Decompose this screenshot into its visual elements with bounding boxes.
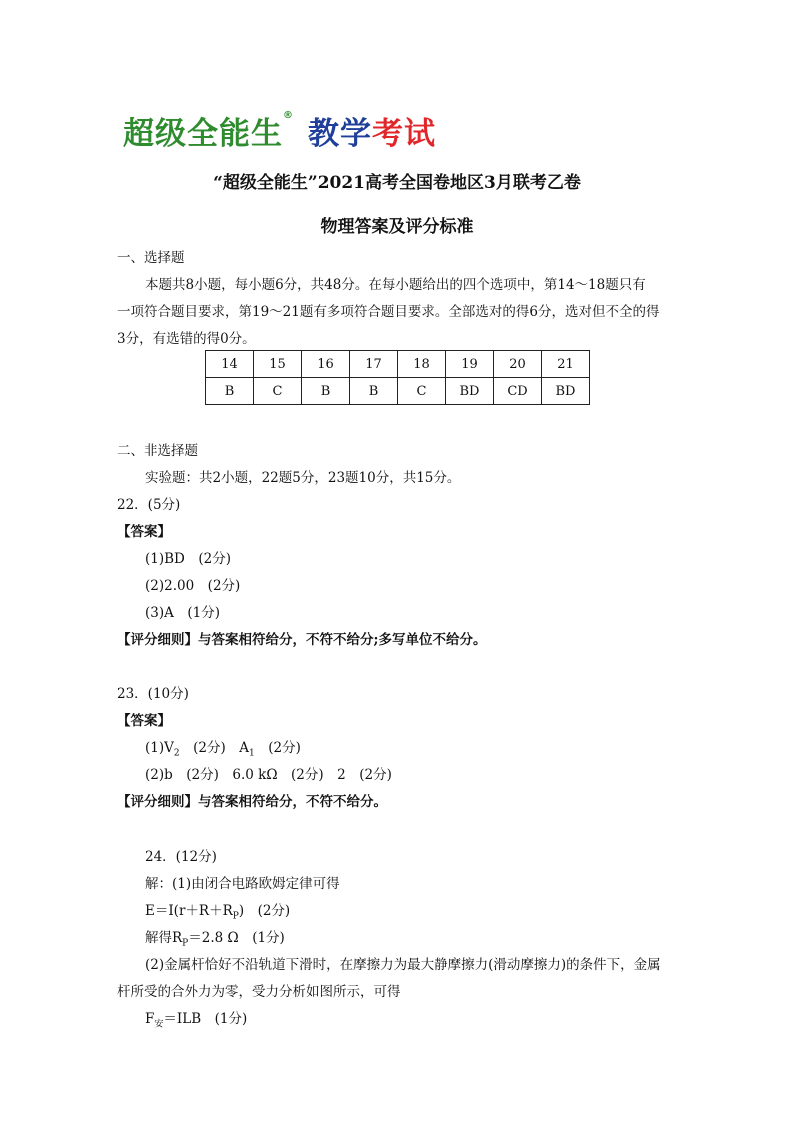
table-cell: C	[254, 378, 302, 405]
q22-answer-line3: (3)A (1分)	[145, 605, 220, 621]
table-cell: 17	[350, 351, 398, 378]
text-segment: (2分) A	[179, 740, 249, 756]
logo-text-exam: 考试	[372, 116, 436, 152]
table-cell: 14	[206, 351, 254, 378]
text-segment: ＝2.8 Ω (1分)	[188, 930, 285, 946]
subscript: 1	[248, 748, 255, 759]
table-cell: 20	[494, 351, 542, 378]
section1-heading: 一、选择题	[117, 250, 185, 266]
text-segment: E＝I(r＋R＋R	[145, 903, 233, 919]
table-cell: 21	[542, 351, 590, 378]
text-segment: ＝ILB (1分)	[163, 1011, 248, 1027]
text-segment: (2分)	[254, 740, 301, 756]
q23-answer-line2: (2)b (2分) 6.0 kΩ (2分) 2 (2分)	[145, 767, 392, 783]
subscript: 安	[154, 1019, 164, 1030]
brand-logo	[123, 108, 436, 153]
q22-header: 22．(5分)	[117, 497, 181, 513]
text-segment: F	[145, 1011, 155, 1027]
subscript: P	[182, 938, 189, 949]
section2-heading: 二、非选择题	[117, 443, 198, 459]
section1-intro-line2: 一项符合题目要求，第19～21题有多项符合题目要求。全部选对的得6分，选对但不全的得	[117, 304, 660, 320]
logo-text-teaching: 教学	[308, 116, 372, 152]
logo-text-brand: 超级全能生	[123, 116, 283, 152]
table-cell: B	[302, 378, 350, 405]
q24-line4: (2)金属杆恰好不沿轨道下滑时，在摩擦力为最大静摩擦力(滑动摩擦力)的条件下，金属	[145, 957, 661, 973]
q24-line3	[145, 926, 285, 949]
table-cell: 15	[254, 351, 302, 378]
q23-scoring-rule: 【评分细则】与答案相符给分，不符不给分。	[117, 794, 387, 810]
table-cell: CD	[494, 378, 542, 405]
table-cell: 16	[302, 351, 350, 378]
table-row-numbers	[206, 351, 590, 378]
table-cell: 19	[446, 351, 494, 378]
text-segment: ) (2分)	[238, 903, 291, 919]
q23-answer-line1	[145, 736, 301, 759]
text-segment: (1)V	[145, 740, 174, 756]
q23-header: 23．(10分)	[117, 686, 189, 702]
section1-intro-line3: 3分，有选错的得0分。	[117, 331, 256, 347]
table-cell: BD	[542, 378, 590, 405]
q24-line6	[145, 1007, 247, 1030]
q24-header: 24．(12分)	[145, 849, 217, 865]
q24-line1: 解：(1)由闭合电路欧姆定律可得	[145, 876, 340, 892]
q22-answer-label: 【答案】	[117, 524, 171, 540]
q23-answer-label: 【答案】	[117, 713, 171, 729]
registered-mark: ®	[283, 110, 294, 121]
answer-table	[205, 350, 590, 405]
subscript: 2	[173, 748, 180, 759]
q22-scoring-rule: 【评分细则】与答案相符给分，不符不给分;多写单位不给分。	[117, 632, 487, 648]
q24-line2	[145, 899, 290, 922]
section2-intro: 实验题：共2小题，22题5分，23题10分，共15分。	[145, 470, 461, 486]
text-segment: 解得R	[145, 930, 183, 946]
document-title: “超级全能生”2021高考全国卷地区3月联考乙卷	[213, 173, 581, 193]
document-subtitle: 物理答案及评分标准	[320, 217, 474, 237]
q24-line5: 杆所受的合外力为零，受力分析如图所示，可得	[117, 984, 401, 1000]
subscript: P	[232, 911, 239, 922]
table-cell: BD	[446, 378, 494, 405]
q22-answer-line1: (1)BD (2分)	[145, 551, 231, 567]
section1-intro-line1: 本题共8小题，每小题6分，共48分。在每小题给出的四个选项中，第14～18题只有	[145, 277, 646, 293]
table-cell: 18	[398, 351, 446, 378]
table-cell: C	[398, 378, 446, 405]
table-cell: B	[206, 378, 254, 405]
table-cell: B	[350, 378, 398, 405]
table-row-answers	[206, 378, 590, 405]
q22-answer-line2: (2)2.00 (2分)	[145, 578, 241, 594]
